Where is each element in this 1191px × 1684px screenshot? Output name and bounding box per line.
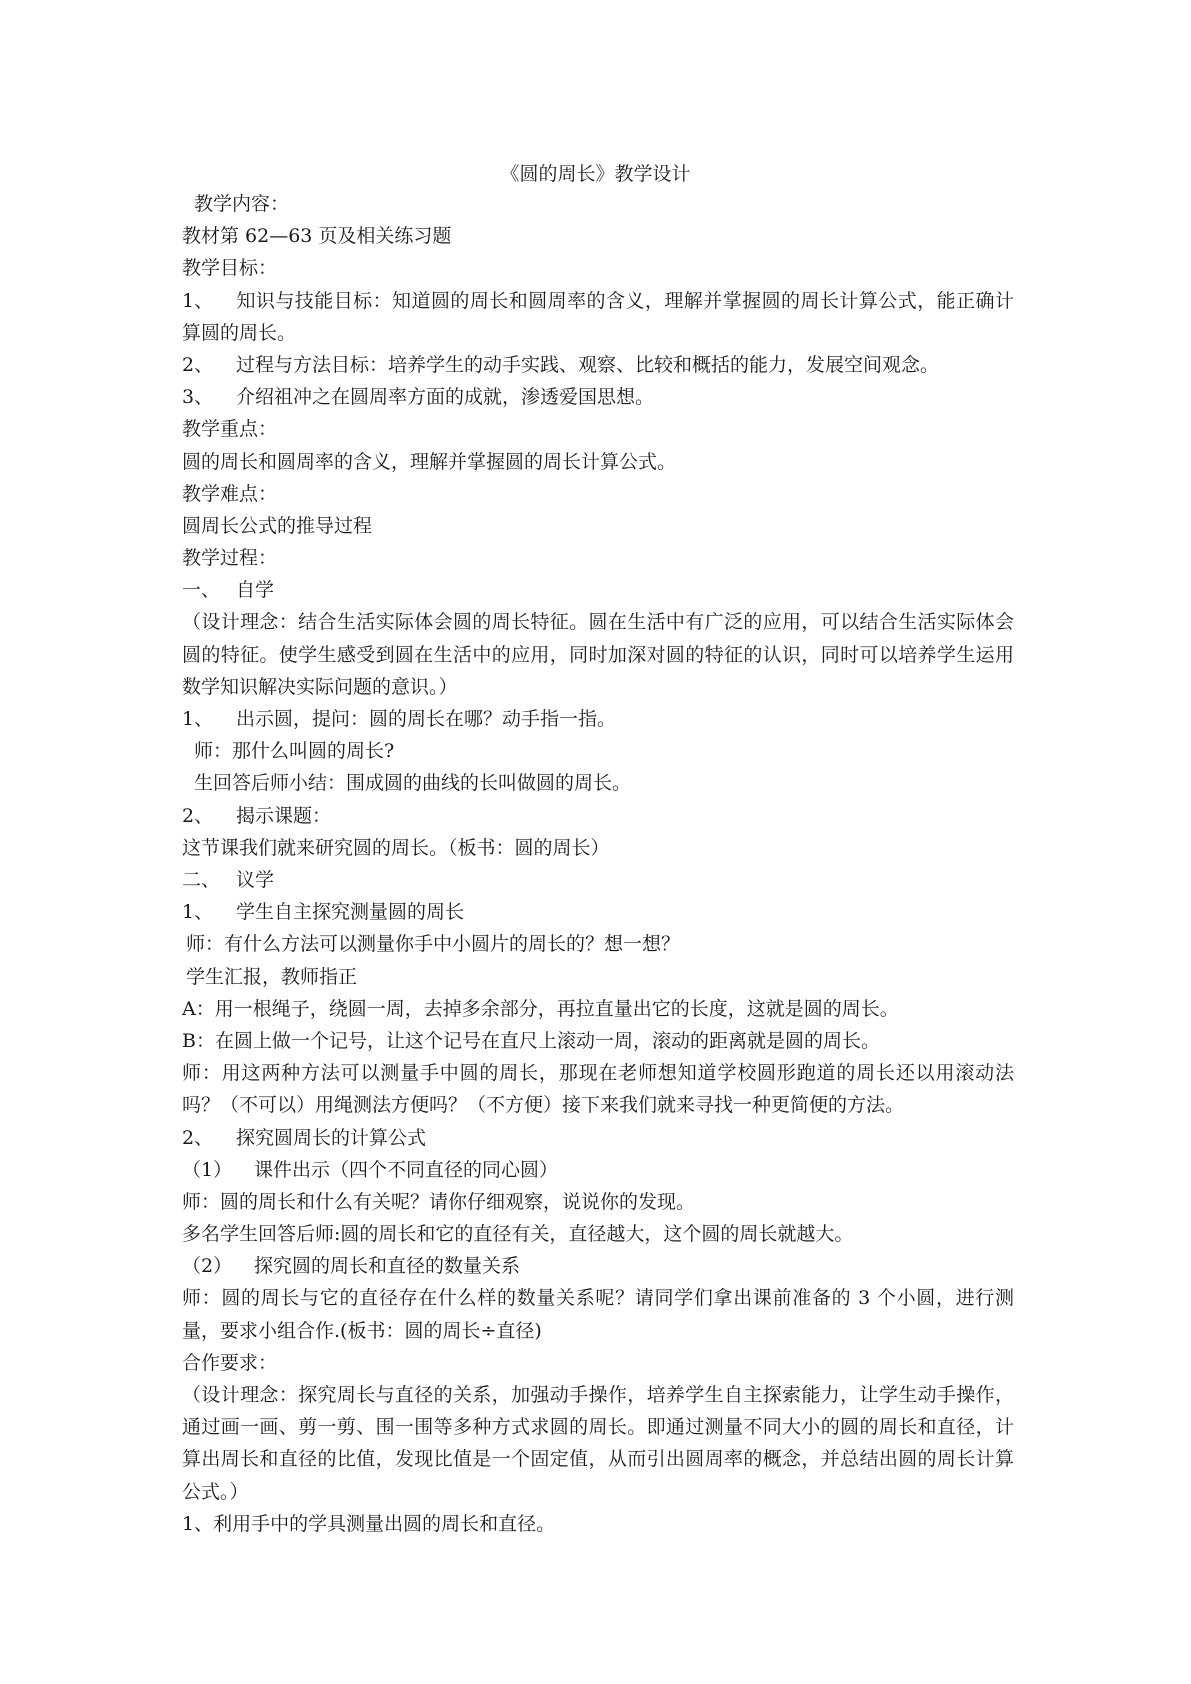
document-body	[182, 188, 1014, 1540]
heading-cooperation: 合作要求：	[182, 1351, 278, 1374]
method-b: B：在圆上做一个记号，让这个记号在直尺上滚动一周，滚动的距离就是圆的周长。	[182, 1029, 880, 1052]
numbered-item	[182, 800, 1014, 832]
dialogue-line: 师：那什么叫圆的周长?	[194, 740, 395, 763]
numbered-item	[182, 349, 1014, 381]
dialogue-line: 师：有什么方法可以测量你手中小圆片的周长的？想一想？	[186, 933, 681, 956]
numbered-item	[182, 1122, 1014, 1154]
sub-item	[182, 1154, 1014, 1186]
method-a: A：用一根绳子，绕圆一周，去掉多余部分，再拉直量出它的长度，这就是圆的周长。	[182, 997, 899, 1020]
paragraph: 学生汇报，教师指正	[186, 965, 358, 988]
numbered-item	[182, 285, 1014, 349]
item-text: 出示圆，提问：圆的周长在哪？动手指一指。	[236, 708, 617, 731]
design-note: （设计理念：探究周长与直径的关系，加强动手操作，培养学生自主探索能力，让学生动手操作，通过画一画、剪一剪、围一围等多种方式求圆的周长。即通过测量不同大小的圆的周长和直径，计算出周长和直径的比值，发现比值是一个固定值，从而引出圆周率的概念，并总结出圆的周长计算公式。）	[182, 1384, 1014, 1503]
section-heading	[182, 574, 1014, 606]
heading-teaching-process: 教学过程：	[182, 547, 278, 570]
item-text: 探究圆周长的计算公式	[236, 1126, 427, 1149]
item-number: 2、	[182, 804, 214, 827]
paragraph: 这节课我们就来研究圆的周长。（板书：圆的周长）	[182, 836, 610, 859]
sub-item	[182, 1250, 1014, 1282]
item-text: 知识与技能目标：知道圆的周长和圆周率的含义，理解并掌握圆的周长计算公式，能正确计算圆的周长。	[182, 289, 1014, 344]
heading-teaching-content: 教学内容：	[194, 193, 290, 215]
sub-item-number: （2）	[182, 1255, 233, 1278]
numbered-item	[182, 896, 1014, 928]
section-title: 议学	[236, 869, 275, 892]
section-number: 二、	[182, 869, 221, 892]
sub-item-text: 课件出示（四个不同直径的同心圆）	[254, 1158, 559, 1181]
heading-teaching-goals: 教学目标：	[182, 257, 278, 280]
sub-item-text: 探究圆的周长和直径的数量关系	[254, 1255, 521, 1278]
dialogue-paragraph: 师：用这两种方法可以测量手中圆的周长，那现在老师想知道学校圆形跑道的周长还以用滚动法吗？（不可以）用绳测法方便吗？（不方便）接下来我们就来寻找一种更简便的方法。	[182, 1062, 1014, 1117]
numbered-item	[182, 703, 1014, 735]
dialogue-line: 生回答后师小结：围成圆的曲线的长叫做圆的周长。	[194, 772, 632, 795]
item-text: 过程与方法目标：培养学生的动手实践、观察、比较和概括的能力，发展空间观念。	[236, 353, 940, 376]
sub-item-number: （1）	[182, 1158, 233, 1181]
heading-key-points: 教学重点：	[182, 418, 278, 441]
numbered-item	[182, 381, 1014, 413]
dialogue-paragraph: 师：圆的周长与它的直径存在什么样的数量关系呢？请同学们拿出课前准备的 3 个小圆，进行测量，要求小组合作.(板书：圆的周长÷直径)	[182, 1287, 1014, 1342]
item-number: 1、	[182, 289, 214, 312]
paragraph: 1、利用手中的学具测量出圆的周长和直径。	[182, 1512, 556, 1535]
heading-difficulties: 教学难点：	[182, 482, 278, 505]
item-number: 2、	[182, 1126, 214, 1149]
item-number: 1、	[182, 901, 214, 924]
section-heading	[182, 864, 1014, 896]
item-number: 3、	[182, 386, 214, 409]
paragraph: 教材第 62—63 页及相关练习题	[182, 225, 452, 248]
dialogue-line: 师：圆的周长和什么有关呢？请你仔细观察，说说你的发现。	[182, 1190, 696, 1213]
paragraph: 圆的周长和圆周率的含义，理解并掌握圆的周长计算公式。	[182, 450, 677, 473]
paragraph: 圆周长公式的推导过程	[182, 514, 373, 537]
item-text: 学生自主探究测量圆的周长	[236, 901, 465, 924]
section-number: 一、	[182, 579, 221, 602]
design-note: （设计理念：结合生活实际体会圆的周长特征。圆在生活中有广泛的应用，可以结合生活实际体会圆的特征。使学生感受到圆在生活中的应用，同时加深对圆的特征的认识，同时可以培养学生运用数学知识解决实际问题的意识。）	[182, 611, 1014, 698]
item-number: 1、	[182, 708, 214, 731]
section-title: 自学	[236, 579, 275, 602]
item-text: 介绍祖冲之在圆周率方面的成就，渗透爱国思想。	[236, 386, 655, 409]
item-text: 揭示课题：	[236, 804, 332, 827]
paragraph: 多名学生回答后师:圆的周长和它的直径有关，直径越大，这个圆的周长就越大。	[182, 1223, 854, 1246]
item-number: 2、	[182, 353, 214, 376]
document-title: 《圆的周长》教学设计	[500, 163, 691, 185]
